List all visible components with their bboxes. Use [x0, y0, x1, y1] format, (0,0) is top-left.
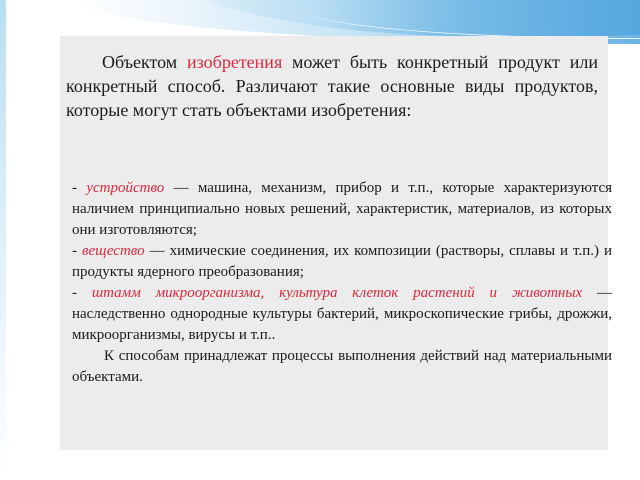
- slide-left-decoration: [0, 0, 6, 480]
- term-device: устройство: [86, 180, 165, 196]
- term-strain: штамм микроорганизма, культура клеток растений и животных: [91, 285, 583, 301]
- list-dash: -: [72, 180, 87, 196]
- definition-substance: — химические соединения, их композиции (растворы, сплавы и т.п.) и продукты ядерного преобразования;: [72, 243, 613, 280]
- closing-paragraph: К способам принадлежат процессы выполнения действий над материальными объектами.: [72, 348, 612, 385]
- list-dash: -: [72, 285, 92, 301]
- intro-paragraph: [66, 50, 598, 122]
- definition-strain: — наследственно однородные культуры бактерий, микроскопические грибы, дрожжи, микроорганизмы, вирусы и т.п..: [72, 285, 613, 343]
- intro-text-end: может быть конкретный продукт или конкретный способ. Различают такие основные виды продуктов, которые могут стать объектами изобретения:: [66, 52, 598, 120]
- intro-highlight: изобретения: [187, 52, 283, 72]
- list-dash: -: [72, 243, 82, 259]
- intro-text-start: Объектом: [102, 52, 188, 72]
- list-item-strain: [72, 283, 612, 346]
- list-item-device: [72, 178, 612, 241]
- list-item-substance: [72, 241, 612, 283]
- product-types-list: [72, 178, 612, 388]
- definition-device: — машина, механизм, прибор и т.п., которые характеризуются наличием принципиально новых решений, характеристик, материалов, из которых они изготовляются;: [72, 180, 613, 238]
- term-substance: вещество: [81, 243, 145, 259]
